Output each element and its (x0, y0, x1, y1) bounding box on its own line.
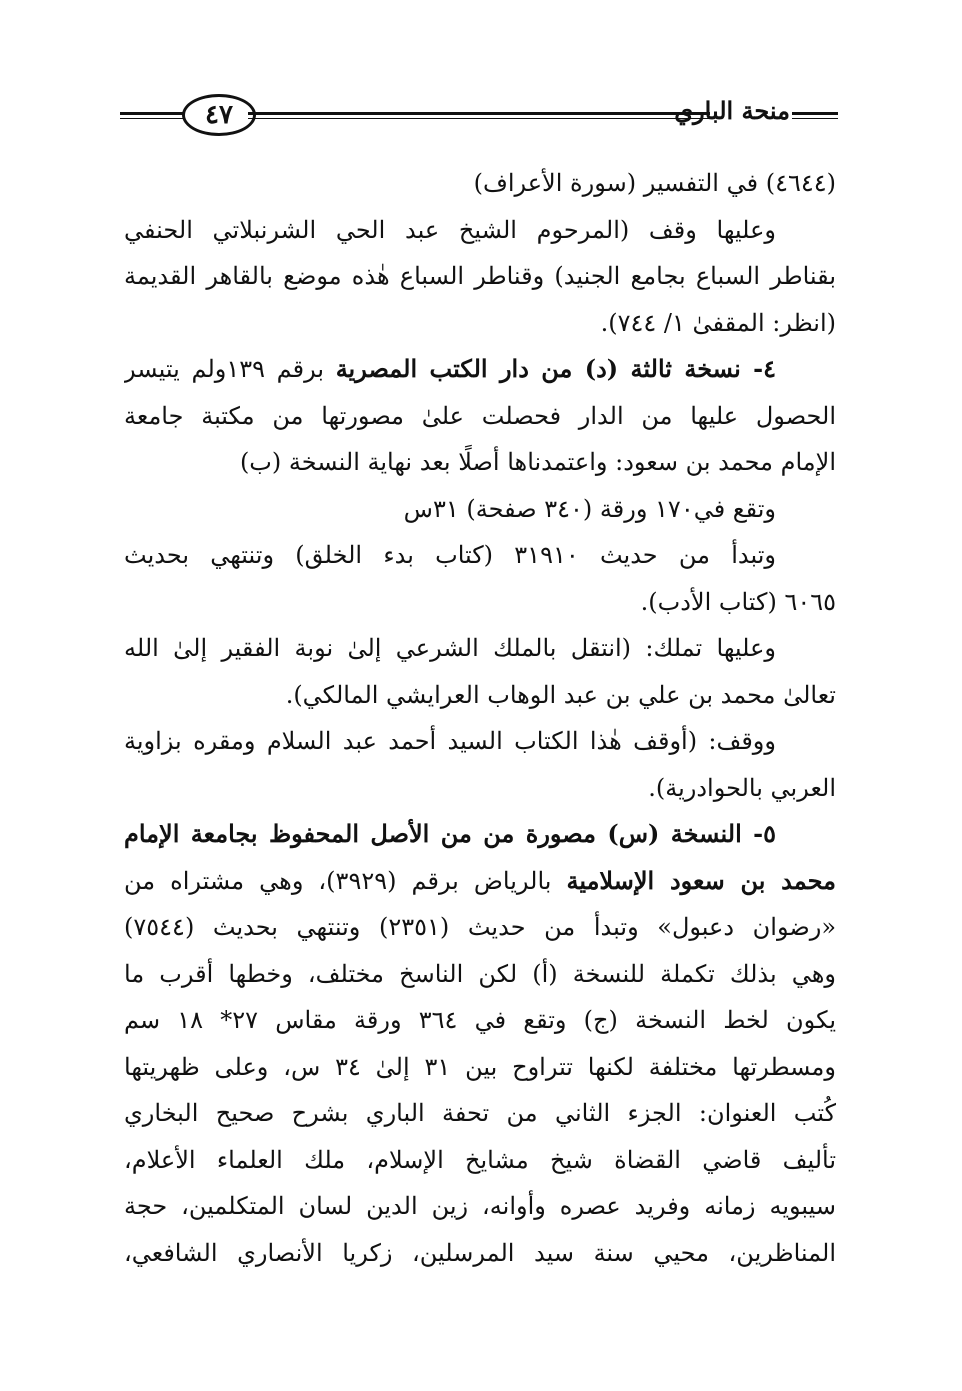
text-line: الإمام محمد بن سعود: واعتمدناها أصلًا بعد نهاية النسخة (ب) (239, 448, 836, 476)
text-line: وعليها تملك: (انتقل بالملك الشرعي إلىٰ نوبة الفقير إلىٰ الله (124, 634, 776, 662)
text-line: (انظر: المقفىٰ ١/ ٧٤٤). (600, 308, 836, 337)
bold-heading: ٤- نسخة ثالثة (د) من دار الكتب المصرية (335, 354, 777, 383)
page-header (120, 88, 838, 144)
text-line: تعالىٰ محمد بن علي بن عبد الوهاب العرايشي المالكي). (285, 680, 836, 709)
text-line: ٤- نسخة ثالثة (د) من دار الكتب المصرية برقم ١٣٩ولم يتيسر (124, 354, 777, 383)
text-line: العربي بالحوادرية). (648, 773, 836, 802)
header-rule-right (792, 112, 838, 119)
text-line: المناظرين، محيي سنة سيد المرسلين، زكريا الأنصاري الشافعي، (124, 1238, 836, 1267)
text-line: (٤٦٤٤) في التفسير (سورة الأعراف) (473, 169, 836, 197)
text-line: ومسطرتها مختلفة لكنها تتراوح بين ٣١ إلىٰ ٣٤ س، وعلى ظهريتها (124, 1052, 836, 1081)
body-text (124, 160, 836, 1276)
text-line: تأليف قاضي القضاة شيخ مشايخ الإسلام، ملك العلماء الأعلام، (124, 1145, 836, 1174)
text-line: سيبويه زمانه وفريد عصره وأوانه، زين الدين لسان المتكلمين، حجة (124, 1192, 836, 1220)
page-number-badge (182, 94, 256, 136)
text-line: بقناطر السباع بجامع الجنيد) وقناطر السباع هٰذه موضع بالقاهر القديمة (124, 262, 836, 290)
text-line: وهي بذلك تكملة للنسخة (أ) لكن الناسخ مختلف، وخطها أقرب ما (124, 959, 836, 988)
text-line: «رضوان دعبول» وتبدأ من حديث (٢٣٥١) وتنتهي بحديث (٧٥٤٤) (124, 913, 836, 941)
text-line: وعليها وقف (المرحوم الشيخ عبد الحي الشرنبلاتي الحنفي (124, 215, 776, 244)
text-line: وتبدأ من حديث ٣١٩١٠ (كتاب بدء الخلق) وتنتهي بحديث (124, 541, 777, 569)
text-line: الحصول عليها من الدار فحصلت علىٰ مصورتها من مكتبة جامعة (124, 401, 836, 430)
text-line: ٦٠٦٥ (كتاب الأدب). (640, 587, 836, 616)
text-line: وتقع في١٧٠ ورقة (٣٤٠ صفحة) ٣١س (403, 494, 776, 523)
text-line: يكون لخط النسخة (ج) وتقع في ٣٦٤ ورقة مقاس ٢٧* ١٨ سم (124, 1006, 836, 1034)
bold-heading: محمد بن سعود الإسلامية (566, 865, 836, 895)
text-line: ٥- النسخة (س) مصورة من من الأصل المحفوظ بجامعة الإمام (124, 819, 776, 848)
page-number: ٤٧ (205, 100, 233, 130)
header-rule-middle (248, 112, 710, 119)
header-rule-left (120, 112, 190, 119)
running-title: منحة الباري (674, 96, 790, 125)
text-line: محمد بن سعود الإسلامية بالرياض برقم (٣٩٢٩)، وهي مشتراه من (124, 865, 836, 895)
text-line: كُتب العنوان: الجزء الثاني من تحفة الباري بشرح صحيح البخاري (124, 1099, 836, 1127)
text-line: ووقف: (أوقف هٰذا الكتاب السيد أحمد عبد السلام ومقره بزاوية (124, 727, 776, 755)
